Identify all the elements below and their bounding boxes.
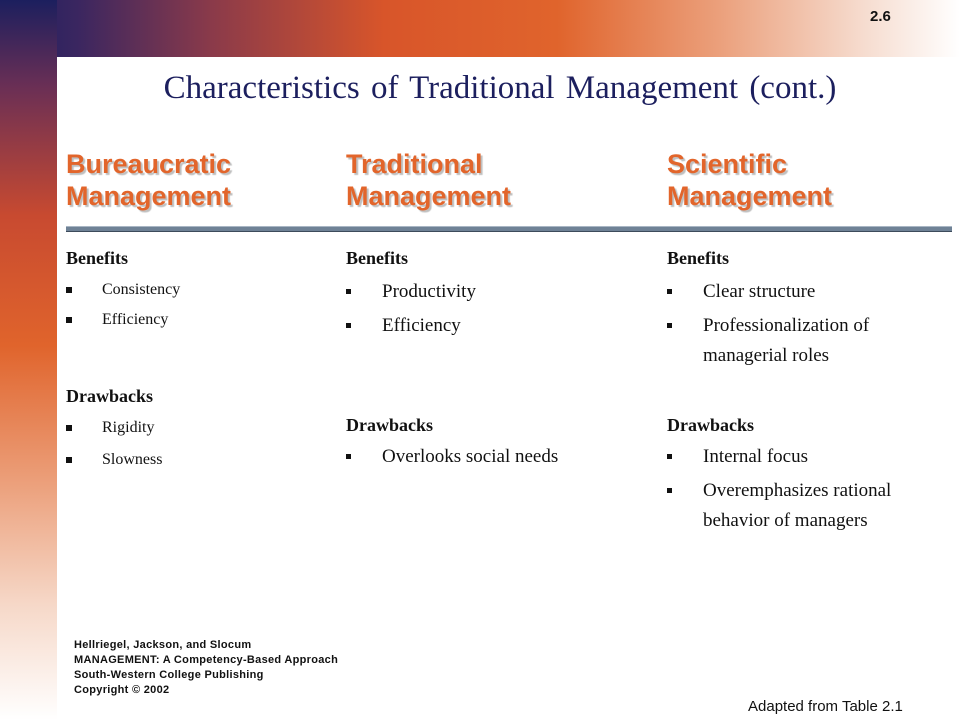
benefits-heading: Benefits <box>346 248 408 268</box>
header-divider <box>66 226 952 232</box>
list-item-text: Clear structure <box>703 281 816 302</box>
heading-line: Scientific <box>667 149 788 179</box>
list-item <box>346 311 646 341</box>
publisher-credits <box>74 638 338 698</box>
heading-line: Traditional <box>346 149 483 179</box>
list-item <box>66 451 326 483</box>
list-item <box>66 311 326 341</box>
column-scientific <box>667 248 947 536</box>
heading-line: Bureaucratic <box>66 149 232 179</box>
slide-number: 2.6 <box>870 8 891 25</box>
drawbacks-list <box>346 442 646 472</box>
list-item-text: Efficiency <box>102 311 169 328</box>
list-item-text: Overemphasizes rational behavior of managers <box>703 480 892 531</box>
drawbacks-heading: Drawbacks <box>66 386 154 406</box>
list-item <box>667 442 947 472</box>
list-item-text: Productivity <box>382 281 476 302</box>
list-item <box>66 419 326 451</box>
heading-traditional <box>346 148 511 212</box>
list-item-text: Internal focus <box>703 446 808 467</box>
heading-scientific <box>667 148 832 212</box>
list-item-text: Efficiency <box>382 315 461 336</box>
heading-bureaucratic <box>66 148 231 212</box>
bullet-icon <box>66 317 72 323</box>
benefits-heading: Benefits <box>66 248 128 268</box>
drawbacks-heading: Drawbacks <box>346 415 434 435</box>
list-item <box>346 277 646 307</box>
benefits-list <box>346 277 646 341</box>
bullet-icon <box>66 457 72 463</box>
bullet-icon <box>346 323 351 328</box>
credit-line: Hellriegel, Jackson, and Slocum <box>74 639 252 651</box>
list-item <box>667 311 947 371</box>
credit-line: MANAGEMENT: A Competency-Based Approach <box>74 654 339 666</box>
bullet-icon <box>66 287 72 293</box>
heading-line: Management <box>346 181 512 211</box>
list-item-text: Consistency <box>102 281 181 298</box>
list-item <box>66 281 326 311</box>
slide-title: Characteristics of Traditional Management (cont.) <box>163 70 837 106</box>
list-item <box>667 476 947 536</box>
bullet-icon <box>667 289 672 294</box>
list-item-text: Overlooks social needs <box>382 446 559 467</box>
benefits-list <box>667 277 947 371</box>
benefits-heading: Benefits <box>667 248 729 268</box>
column-traditional <box>346 248 646 472</box>
bullet-icon <box>346 454 351 459</box>
bullet-icon <box>667 454 672 459</box>
heading-line: Management <box>66 181 232 211</box>
bullet-icon <box>667 488 672 493</box>
credit-line: South-Western College Publishing <box>74 669 264 681</box>
left-gradient-band <box>0 0 57 720</box>
benefits-list <box>66 281 326 341</box>
drawbacks-list <box>667 442 947 536</box>
source-note: Adapted from Table 2.1 <box>748 698 903 715</box>
list-item-text: Rigidity <box>102 419 155 436</box>
bullet-icon <box>667 323 672 328</box>
list-item <box>667 277 947 307</box>
drawbacks-list <box>66 419 326 483</box>
list-item-text: Slowness <box>102 451 163 468</box>
bullet-icon <box>66 425 72 431</box>
bullet-icon <box>346 289 351 294</box>
top-gradient-band <box>0 0 960 57</box>
drawbacks-heading: Drawbacks <box>667 415 755 435</box>
list-item <box>346 442 646 472</box>
credit-line: Copyright © 2002 <box>74 684 170 696</box>
heading-line: Management <box>667 181 833 211</box>
list-item-text: Professionalization of managerial roles <box>703 315 870 366</box>
column-bureaucratic <box>66 248 326 483</box>
